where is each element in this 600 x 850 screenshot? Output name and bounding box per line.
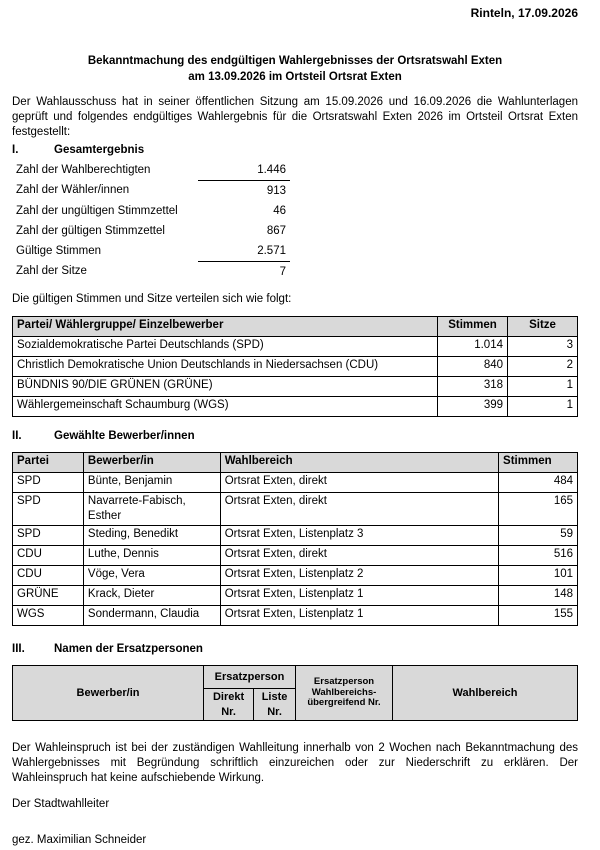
candidate-district: Ortsrat Exten, Listenplatz 1 (220, 605, 498, 625)
table-row (13, 337, 578, 357)
party-results-table (12, 316, 578, 417)
section-1-title: Gesamtergebnis (54, 144, 145, 156)
candidate-name: Luthe, Dennis (83, 545, 220, 565)
party-name: Sozialdemokratische Partei Deutschlands (SPD) (13, 337, 438, 357)
section-1-heading (12, 143, 144, 158)
table-row (13, 565, 578, 585)
title-line-2: am 13.09.2026 im Ortsteil Ortsrat Exten (188, 70, 402, 83)
candidate-votes: 59 (499, 525, 578, 545)
candidate-party: SPD (13, 493, 84, 526)
section-2-number: II. (12, 430, 22, 442)
col-header-cross-district: Ersatzperson Wahlbereichs-übergreifend Nr. (295, 666, 392, 721)
summary-row (12, 181, 290, 202)
col-header-votes: Stimmen (499, 453, 578, 473)
party-name: Christlich Demokratische Union Deutschlands in Niedersachsen (CDU) (13, 357, 438, 377)
candidate-district: Ortsrat Exten, direkt (220, 493, 498, 526)
party-seats: 1 (508, 377, 578, 397)
document-title (12, 54, 578, 85)
party-name: Wählergemeinschaft Schaumburg (WGS) (13, 397, 438, 417)
col-header-votes: Stimmen (438, 317, 508, 337)
party-votes: 399 (438, 397, 508, 417)
table-row (13, 357, 578, 377)
section-2-title: Gewählte Bewerber/innen (54, 430, 195, 442)
col-header-list-no: Liste Nr. (254, 689, 296, 721)
title-line-1: Bekanntmachung des endgültigen Wahlergebnisses der Ortsratswahl Exten (87, 55, 503, 67)
table-header-row (13, 666, 578, 689)
col-header-substitute: Ersatzperson (204, 666, 296, 689)
candidate-votes: 484 (499, 473, 578, 493)
candidate-votes: 165 (499, 493, 578, 526)
summary-label: Zahl der gültigen Stimmzettel (16, 224, 165, 237)
col-header-district: Wahlbereich (220, 453, 498, 473)
summary-label: Zahl der ungültigen Stimmzettel (16, 204, 178, 217)
party-votes: 318 (438, 377, 508, 397)
summary-label: Zahl der Wahlberechtigten (16, 163, 151, 176)
intro-paragraph: Der Wahlausschuss hat in seiner öffentlichen Sitzung am 15.09.2026 und 16.09.2026 die Wahlunterlagen geprüft und folgendes endgültiges Wahlergebnis für die Ortsratswahl Exten 2026 im Ortsteil Ortsrat Exten festgestellt: (12, 96, 578, 138)
col-header-district: Wahlbereich (393, 666, 578, 721)
section-3-heading (12, 642, 203, 657)
col-header-direct-no: Direkt Nr. (204, 689, 254, 721)
table-header-row (13, 317, 578, 337)
summary-value: 2.571 (257, 244, 286, 257)
summary-label: Zahl der Sitze (16, 265, 87, 278)
col-header-candidate: Bewerber/in (83, 453, 220, 473)
candidate-party: CDU (13, 545, 84, 565)
summary-row (12, 201, 290, 221)
table-row (13, 525, 578, 545)
summary-value: 867 (266, 224, 286, 237)
candidate-name: Vöge, Vera (83, 565, 220, 585)
col-header-party: Partei/ Wählergruppe/ Einzelbewerber (13, 317, 438, 337)
table-row (13, 473, 578, 493)
table-row (13, 605, 578, 625)
candidate-votes: 155 (499, 605, 578, 625)
signer-role: Der Stadtwahlleiter (12, 798, 110, 810)
summary-value: 7 (198, 262, 290, 283)
candidate-district: Ortsrat Exten, direkt (220, 545, 498, 565)
candidate-party: CDU (13, 565, 84, 585)
col-header-candidate: Bewerber/in (13, 666, 204, 721)
candidate-name: Navarrete-Fabisch, Esther (83, 493, 220, 526)
table-row (13, 377, 578, 397)
table-row (13, 397, 578, 417)
signature: gez. Maximilian Schneider (12, 834, 147, 846)
table-row (13, 585, 578, 605)
substitutes-table (12, 665, 578, 721)
summary-row (12, 221, 290, 241)
document-date: Rinteln, 17.09.2026 (470, 6, 578, 20)
section-1-number: I. (12, 144, 19, 156)
candidate-party: GRÜNE (13, 585, 84, 605)
summary-value: 913 (198, 181, 290, 202)
summary-table (12, 160, 290, 282)
candidate-party: SPD (13, 473, 84, 493)
table-row (13, 545, 578, 565)
candidate-votes: 516 (499, 545, 578, 565)
candidate-district: Ortsrat Exten, direkt (220, 473, 498, 493)
summary-value: 46 (273, 204, 286, 217)
distribution-intro: Die gültigen Stimmen und Sitze verteilen sich wie folgt: (12, 293, 292, 305)
party-name: BÜNDNIS 90/DIE GRÜNEN (GRÜNE) (13, 377, 438, 397)
candidate-district: Ortsrat Exten, Listenplatz 2 (220, 565, 498, 585)
candidate-name: Steding, Benedikt (83, 525, 220, 545)
col-header-party: Partei (13, 453, 84, 473)
summary-row (12, 241, 290, 262)
summary-label: Zahl der Wähler/innen (16, 184, 130, 197)
candidate-name: Sondermann, Claudia (83, 605, 220, 625)
candidate-district: Ortsrat Exten, Listenplatz 1 (220, 585, 498, 605)
candidate-district: Ortsrat Exten, Listenplatz 3 (220, 525, 498, 545)
table-header-row (13, 453, 578, 473)
section-2-heading (12, 429, 195, 444)
table-row (13, 493, 578, 526)
col-header-seats: Sitze (508, 317, 578, 337)
candidate-votes: 101 (499, 565, 578, 585)
objection-notice: Der Wahleinspruch ist bei der zuständigen Wahlleitung innerhalb von 2 Wochen nach Bekanntmachung des Wahlergebnisses mit Begründung schriftlich einzureichen oder zur Niederschrift zu erklären. Der Wahleinspruch hat keine aufschiebende Wirkung. (12, 742, 578, 784)
party-votes: 1.014 (438, 337, 508, 357)
summary-label: Gültige Stimmen (16, 244, 102, 257)
party-seats: 3 (508, 337, 578, 357)
elected-candidates-table (12, 452, 578, 626)
candidate-party: WGS (13, 605, 84, 625)
candidate-name: Krack, Dieter (83, 585, 220, 605)
party-seats: 1 (508, 397, 578, 417)
section-3-number: III. (12, 643, 25, 655)
summary-row (12, 262, 290, 283)
party-votes: 840 (438, 357, 508, 377)
summary-row (12, 160, 290, 181)
candidate-votes: 148 (499, 585, 578, 605)
summary-value: 1.446 (257, 163, 286, 176)
candidate-party: SPD (13, 525, 84, 545)
party-seats: 2 (508, 357, 578, 377)
candidate-name: Bünte, Benjamin (83, 473, 220, 493)
section-3-title: Namen der Ersatzpersonen (54, 643, 203, 655)
